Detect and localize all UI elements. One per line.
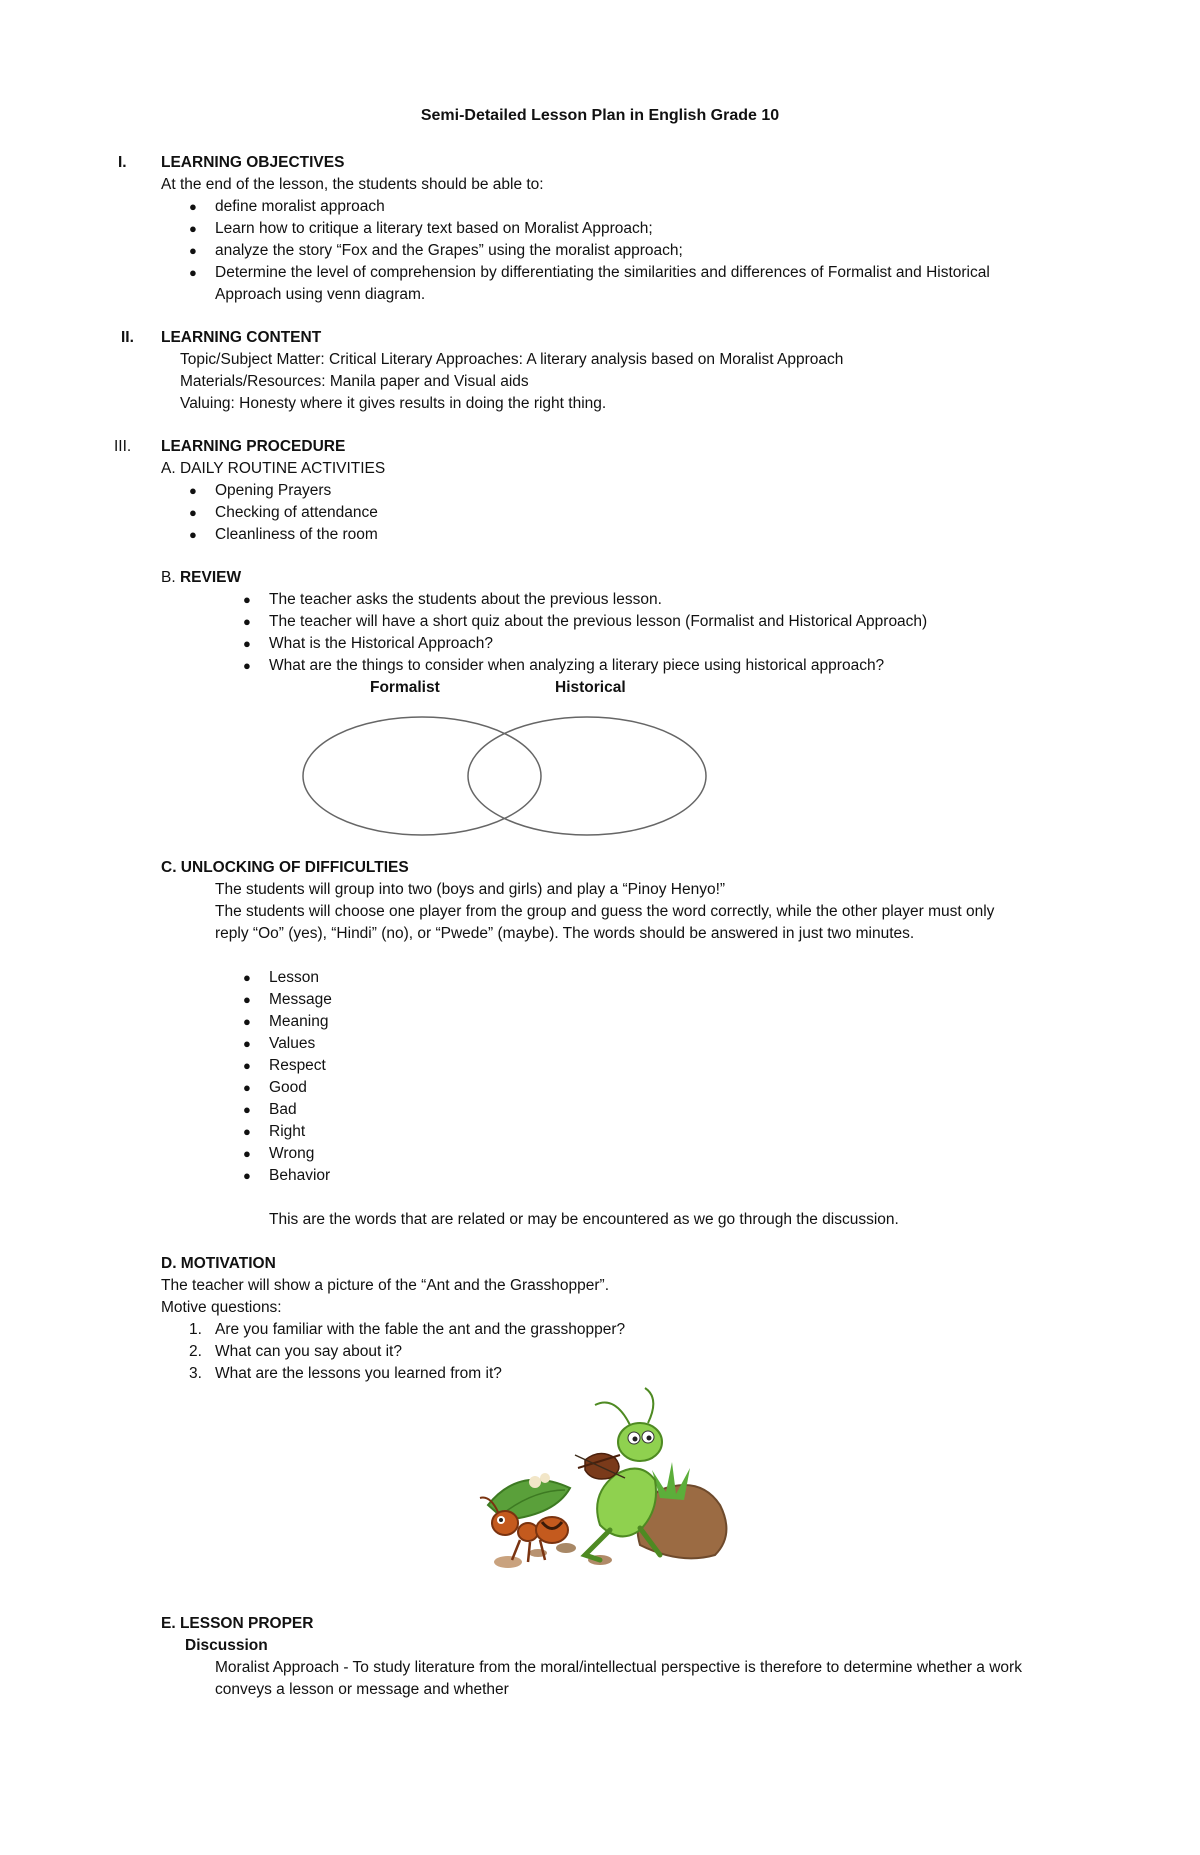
venn-label-historical: Historical xyxy=(555,679,626,696)
section-heading-content: LEARNING CONTENT xyxy=(161,329,322,346)
section-numeral-3: III. xyxy=(114,438,132,455)
word-item: Lesson xyxy=(269,969,319,986)
word-item: Good xyxy=(269,1079,307,1096)
bullet-icon: ● xyxy=(243,1014,251,1029)
routine-item: Checking of attendance xyxy=(215,504,378,521)
bullet-icon: ● xyxy=(243,1058,251,1073)
word-item: Values xyxy=(269,1035,316,1052)
bullet-icon: ● xyxy=(243,1124,251,1139)
review-prefix: B. xyxy=(161,569,176,586)
bullet-icon: ● xyxy=(243,636,251,651)
word-item: Respect xyxy=(269,1057,326,1074)
objective-item: analyze the story “Fox and the Grapes” using the moralist approach; xyxy=(215,242,683,259)
bullet-icon: ● xyxy=(243,1168,251,1183)
question-number: 3. xyxy=(189,1365,202,1382)
bullet-icon: ● xyxy=(189,483,197,498)
review-item: What is the Historical Approach? xyxy=(269,635,493,652)
bullet-icon: ● xyxy=(189,243,197,258)
lesson-text: Moralist Approach - To study literature from the moral/intellectual perspective is therefore to determine whether a work xyxy=(215,1659,1022,1676)
review-item: The teacher will have a short quiz about the previous lesson (Formalist and Historical Approach) xyxy=(269,613,928,630)
content-valuing: Valuing: Honesty where it gives results in doing the right thing. xyxy=(180,395,607,412)
routine-item: Opening Prayers xyxy=(215,482,332,499)
page-title: Semi-Detailed Lesson Plan in English Grade 10 xyxy=(420,107,780,124)
motivation-heading: D. MOTIVATION xyxy=(161,1255,276,1272)
bullet-icon: ● xyxy=(243,1102,251,1117)
motive-question: What can you say about it? xyxy=(215,1343,402,1360)
objective-item: Learn how to critique a literary text based on Moralist Approach; xyxy=(215,220,653,237)
bullet-icon: ● xyxy=(189,199,197,214)
word-item: Wrong xyxy=(269,1145,315,1162)
bullet-icon: ● xyxy=(243,614,251,629)
unlocking-line: reply “Oo” (yes), “Hindi” (no), or “Pwede” (maybe). The words should be answered in just two minutes. xyxy=(215,925,915,942)
objective-item-continuation: Approach using venn diagram. xyxy=(215,286,426,303)
lesson-proper-heading: E. LESSON PROPER xyxy=(161,1615,314,1632)
review-item: The teacher asks the students about the previous lesson. xyxy=(269,591,662,608)
bullet-icon: ● xyxy=(243,592,251,607)
question-number: 1. xyxy=(189,1321,202,1338)
unlocking-note: This are the words that are related or may be encountered as we go through the discussion. xyxy=(269,1211,899,1228)
bullet-icon: ● xyxy=(243,970,251,985)
word-item: Meaning xyxy=(269,1013,329,1030)
routine-item: Cleanliness of the room xyxy=(215,526,378,543)
bullet-icon: ● xyxy=(189,265,197,280)
motive-question: What are the lessons you learned from it? xyxy=(215,1365,502,1382)
bullet-icon: ● xyxy=(189,221,197,236)
daily-routine-heading: A. DAILY ROUTINE ACTIVITIES xyxy=(161,460,386,477)
word-item: Message xyxy=(269,991,332,1008)
bullet-icon: ● xyxy=(189,505,197,520)
section-numeral-2: II. xyxy=(121,329,134,346)
bullet-icon: ● xyxy=(243,1036,251,1051)
bullet-icon: ● xyxy=(243,1146,251,1161)
discussion-subheading: Discussion xyxy=(185,1637,268,1654)
objective-item: Determine the level of comprehension by differentiating the similarities and differences of Formalist and Historical xyxy=(215,264,990,281)
review-title: REVIEW xyxy=(179,569,242,586)
content-topic: Topic/Subject Matter: Critical Literary Approaches: A literary analysis based on Moralist Approach xyxy=(180,351,844,368)
lesson-text: conveys a lesson or message and whether xyxy=(215,1681,509,1698)
motive-question: Are you familiar with the fable the ant and the grasshopper? xyxy=(215,1321,626,1338)
motivation-line: Motive questions: xyxy=(161,1299,282,1316)
word-item: Right xyxy=(269,1123,306,1140)
objectives-intro: At the end of the lesson, the students should be able to: xyxy=(161,176,544,193)
bullet-icon: ● xyxy=(243,658,251,673)
venn-label-formalist: Formalist xyxy=(370,679,440,696)
word-item: Bad xyxy=(269,1101,297,1118)
content-materials: Materials/Resources: Manila paper and Visual aids xyxy=(180,373,529,390)
question-number: 2. xyxy=(189,1343,202,1360)
unlocking-line: The students will group into two (boys and girls) and play a “Pinoy Henyo!” xyxy=(215,881,726,898)
unlocking-heading: C. UNLOCKING OF DIFFICULTIES xyxy=(161,859,409,876)
unlocking-line: The students will choose one player from the group and guess the word correctly, while the other player must only xyxy=(215,903,995,920)
bullet-icon: ● xyxy=(243,1080,251,1095)
review-item: What are the things to consider when analyzing a literary piece using historical approach? xyxy=(269,657,885,674)
word-item: Behavior xyxy=(269,1167,331,1184)
bullet-icon: ● xyxy=(189,527,197,542)
section-heading-objectives: LEARNING OBJECTIVES xyxy=(161,154,345,171)
motivation-line: The teacher will show a picture of the “Ant and the Grasshopper”. xyxy=(161,1277,610,1294)
section-heading-procedure: LEARNING PROCEDURE xyxy=(161,438,346,455)
section-numeral-1: I. xyxy=(118,154,127,171)
objective-item: define moralist approach xyxy=(215,198,385,215)
bullet-icon: ● xyxy=(243,992,251,1007)
